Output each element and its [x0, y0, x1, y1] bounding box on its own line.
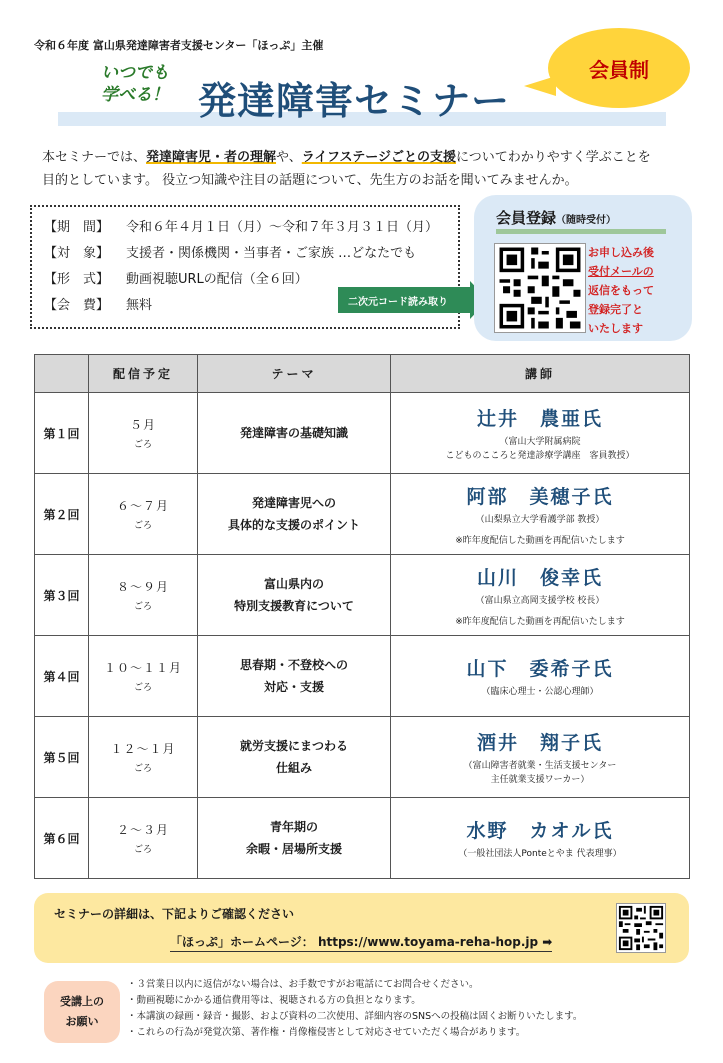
- session-theme-line: 発達障害児への: [251, 496, 336, 510]
- session-number: 第６回: [35, 798, 89, 879]
- intro-line2: 目的としています。 役立つ知識や注目の話題について、先生方のお話を聞いてみませんか。: [42, 173, 578, 188]
- session-date-sub: ごろ: [133, 683, 152, 693]
- intro-text: についてわかりやすく学ぶことを: [455, 150, 651, 165]
- table-row: [35, 555, 690, 636]
- session-theme: [198, 717, 391, 798]
- registration-note-line: 返信をもって: [588, 284, 654, 297]
- session-lecturer: [391, 636, 690, 717]
- lecturer-name: 阿部 美穂子氏: [466, 486, 614, 508]
- notice-item: ・ これらの行為が発覚次第、著作権・肖像権侵害として対応させていただく場合があります。: [127, 1025, 717, 1041]
- session-date-sub: ごろ: [133, 602, 152, 612]
- lecturer-affiliation: （富山県立高岡支援学校 校長）: [475, 596, 605, 606]
- lecturer-affiliation: （山梨県立大学看護学部 教授）: [475, 515, 605, 525]
- details-text: セミナーの詳細は、下記よりご確認ください: [54, 907, 295, 921]
- registration-title-note: （随時受付）: [556, 215, 617, 226]
- tagline-line2: 学べる！: [101, 85, 169, 105]
- info-value: 動画視聴URLの配信（全６回）: [126, 272, 308, 287]
- info-label: 【対 象】: [44, 246, 110, 261]
- session-number: 第１回: [35, 393, 89, 474]
- session-theme-line: 対応・支援: [263, 680, 324, 694]
- registration-note-line: いたします: [588, 322, 643, 335]
- session-date-sub: ごろ: [133, 845, 152, 855]
- lecturer-affiliation: （富山大学附属病院: [499, 436, 581, 447]
- info-label: 【形 式】: [44, 272, 110, 287]
- session-date: [89, 393, 198, 474]
- session-date: [89, 636, 198, 717]
- notice-list: [127, 977, 717, 1041]
- intro-text: 本セミナーでは、: [42, 150, 147, 165]
- session-number: 第５回: [35, 717, 89, 798]
- session-theme-line: 思春期・不登校への: [239, 658, 348, 672]
- session-lecturer: [391, 717, 690, 798]
- membership-badge: [548, 28, 690, 108]
- info-row-period: [44, 215, 458, 241]
- organizer-text: 令和６年度 富山県発達障害者支援センター「ほっぷ」主催: [34, 39, 324, 52]
- rebroadcast-note: ※昨年度配信した動画を再配信いたします: [455, 536, 625, 546]
- schedule-table: [34, 354, 690, 879]
- session-date-sub: ごろ: [133, 764, 152, 774]
- session-lecturer: [391, 474, 690, 555]
- membership-badge-label: 会員制: [589, 57, 649, 82]
- lecturer-affiliation: 主任就業支援ワーカー）: [490, 774, 590, 785]
- lecturer-name: 酒井 翔子氏: [476, 731, 603, 754]
- notice-badge: [44, 981, 120, 1043]
- session-date: [89, 474, 198, 555]
- header-theme: テーマ: [198, 355, 391, 393]
- session-theme-line: 就労支援にまつわる: [239, 739, 348, 753]
- session-date-main: ８～９月: [116, 580, 169, 594]
- table-row: [35, 393, 690, 474]
- info-row-target: [44, 241, 458, 267]
- lecturer-affiliation: こどものこころと発達診療学講座 客員教授）: [445, 450, 635, 461]
- notice-badge-line: 受講上の: [60, 995, 104, 1008]
- registration-note-line: お申し込み後: [588, 246, 654, 259]
- intro-paragraph: [42, 146, 692, 192]
- tagline: [80, 62, 190, 106]
- registration-note: [588, 243, 688, 338]
- session-theme-line: 青年期の: [269, 820, 318, 834]
- session-theme-line: 仕組み: [275, 761, 312, 775]
- session-date-main: １０～１１月: [103, 661, 182, 675]
- table-row: [35, 717, 690, 798]
- table-row: [35, 798, 690, 879]
- lecturer-name: 山川 俊幸氏: [476, 567, 603, 589]
- notice-item: ・ 動画視聴にかかる通信費用等は、視聴される方の負担となります。: [127, 993, 717, 1009]
- info-value: 令和６年４月１日（月）～令和７年３月３１日（月）: [126, 220, 439, 235]
- tagline-line1: いつでも: [101, 63, 169, 83]
- homepage-qr-code-icon[interactable]: [616, 903, 666, 953]
- session-number: 第４回: [35, 636, 89, 717]
- session-date-main: ５月: [129, 418, 156, 432]
- table-row: [35, 636, 690, 717]
- info-value: 支援者・関係機関・当事者・ご家族 …どなたでも: [126, 246, 417, 261]
- session-date-sub: ごろ: [133, 521, 152, 531]
- registration-underline: [496, 229, 666, 234]
- session-theme-line: 特別支援教育について: [234, 599, 354, 613]
- page-title: 発達障害セミナー: [198, 79, 511, 123]
- header-date: 配信予定: [89, 355, 198, 393]
- lecturer-affiliation: （富山障害者就業・生活支援センター: [463, 760, 617, 771]
- session-date: [89, 798, 198, 879]
- session-lecturer: [391, 555, 690, 636]
- session-date-main: ２～３月: [116, 823, 169, 837]
- info-label: 【会 費】: [44, 298, 110, 313]
- notice-item: ・ 本講演の録画・録音・撮影、および資料の二次使用、詳細内容のSNSへの投稿は固くお断りいたします。: [127, 1009, 717, 1025]
- info-value: 無料: [126, 298, 153, 313]
- lecturer-name: 水野 カオル氏: [466, 819, 614, 842]
- session-theme: [198, 555, 391, 636]
- intro-highlight-understanding: 発達障害児・者の理解: [146, 150, 277, 165]
- session-date-sub: ごろ: [133, 440, 152, 450]
- rebroadcast-note: ※昨年度配信した動画を再配信いたします: [455, 617, 625, 627]
- session-theme-line: 富山県内の: [263, 577, 324, 591]
- session-theme-line: 発達障害の基礎知識: [239, 426, 348, 440]
- details-box: [34, 893, 689, 963]
- session-number: 第２回: [35, 474, 89, 555]
- session-date-main: ６～７月: [116, 499, 169, 513]
- intro-text: や、: [276, 150, 302, 165]
- session-theme-line: 余暇・居場所支援: [245, 842, 342, 856]
- qr-arrow: [338, 287, 470, 313]
- table-row: [35, 474, 690, 555]
- session-theme: [198, 636, 391, 717]
- session-lecturer: [391, 798, 690, 879]
- registration-qr-code-icon[interactable]: [494, 243, 586, 333]
- qr-arrow-label: 二次元コード読み取り: [348, 296, 448, 308]
- header-lecturer: 講師: [391, 355, 690, 393]
- intro-highlight-lifestage: ライフステージごとの支援: [301, 150, 456, 165]
- registration-note-line: 登録完了と: [588, 303, 643, 316]
- session-theme: [198, 798, 391, 879]
- lecturer-affiliation: （臨床心理士・公認心理師）: [481, 686, 599, 697]
- session-date: [89, 555, 198, 636]
- table-header-row: [35, 355, 690, 393]
- registration-note-line: 受付メールの: [588, 265, 654, 278]
- info-label: 【期 間】: [44, 220, 110, 235]
- header-number: [35, 355, 89, 393]
- session-lecturer: [391, 393, 690, 474]
- notice-badge-line: お願い: [65, 1015, 99, 1028]
- lecturer-name: 辻井 農亜氏: [476, 407, 603, 430]
- registration-panel: [474, 195, 692, 341]
- session-number: 第３回: [35, 555, 89, 636]
- registration-title-text: 会員登録: [496, 209, 557, 227]
- session-date: [89, 717, 198, 798]
- session-theme-line: 具体的な支援のポイント: [227, 518, 360, 532]
- lecturer-affiliation: （一般社団法人Ponteとやま 代表理事）: [458, 848, 622, 859]
- session-date-main: １２～１月: [110, 742, 176, 756]
- session-theme: [198, 393, 391, 474]
- lecturer-name: 山下 委希子氏: [466, 657, 614, 680]
- intro-line1: [42, 146, 692, 169]
- homepage-link[interactable]: 「ほっぷ」ホームページ： https://www.toyama-reha-hop.jp ➡: [170, 933, 552, 952]
- session-theme: [198, 474, 391, 555]
- registration-title: [496, 207, 616, 228]
- notice-item: ・ ３営業日以内に返信がない場合は、お手数ですがお電話にてお問合せください。: [127, 977, 717, 993]
